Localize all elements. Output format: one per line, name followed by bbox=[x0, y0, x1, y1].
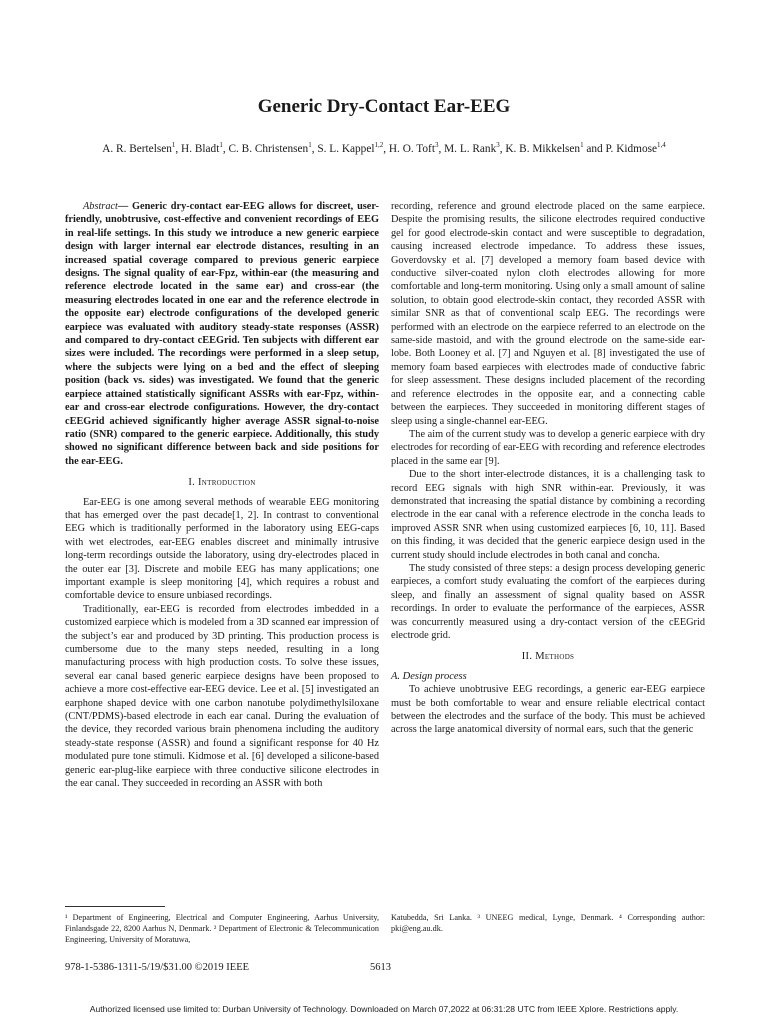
paragraph: To achieve unobtrusive EEG recordings, a generic ear-EEG earpiece must be both comfortable to wear and ensure reliable electrical contact between the electrodes and the surface of the body. This must be achieved across the large anatomical diversity of normal ears, such that the generic bbox=[391, 684, 705, 736]
author-affiliation: 1,2 bbox=[374, 141, 384, 149]
footnote-text: Katubedda, Sri Lanka. ³ UNEEG medical, Lynge, Denmark. ⁴ Corresponding author: pki@eng.au.dk. bbox=[391, 913, 705, 933]
page-number: 5613 bbox=[370, 962, 391, 973]
author-name: P. Kidmose bbox=[605, 142, 658, 155]
author-affiliation: 3 bbox=[496, 141, 500, 149]
author-name: H. O. Toft bbox=[388, 142, 435, 155]
paper-title: Generic Dry-Contact Ear-EEG bbox=[257, 96, 511, 117]
section-heading-introduction: I. Introduction bbox=[188, 477, 256, 489]
footnote-divider bbox=[65, 906, 165, 907]
paragraph: Traditionally, ear-EEG is recorded from electrodes imbedded in a customized earpiece which is modeled from a 3D scanned ear impression of the subject’s ear and produced by 3D printing. This production process is cumbersome due to the many steps needed, resulting in a long manufacturing process with high production costs. To solve these issues, several ear canal based generic earpiece designs have been proposed to achieve a more cost-effective ear-EEG device. Lee et al. [5] investigated an earphone shaped device with one carbon nanotube polydimethylsiloxane (CNT/PDMS)-based electrode in each ear canal. During the evaluation of the device, they recorded various brain phenomena including the auditory steady-state response (ASSR) and found a significant response for 40 Hz modulated pure tone stimuli. Kidmose et al. [6] developed a silicone-based generic ear-plug-like earpiece with three conductive silicone electrodes in the ear canal. They succeeded in recording an ASSR with both bbox=[65, 603, 379, 790]
abstract-text: Generic dry-contact ear-EEG allows for discreet, user-friendly, unobtrusive, cost-effective and convenient recordings of EEG in real-life settings. In this study we introduce a new generic earpiece design with larger internal ear electrode distances, resulting in an increased spatial coverage compared to previous generic earpiece designs. The signal quality of ear-Fpz, within-ear (the measuring and reference electrode located in the same ear) and cross-ear (the measuring electrodes located in one ear and the reference electrode in the opposite ear) electrode configurations of the developed generic earpiece was evaluated with auditory steady-state responses (ASSR) and compared to dry-contact cEEGrid. Ten subjects with different ear sizes were included. The recordings were performed in a sleep setup, where the subjects were lying on a bed and the effect of sleeping position (back vs. sides) was investigated. We found that the generic earpiece attained statistically significant ASSRs with ear-Fpz, within-ear and cross-ear electrode configurations. However, the dry-contact cEEGrid achieved significantly higher average ASSR signal-to-noise ratio (SNR) compared to the generic earpiece. Additionally, this study showed no significant difference between back and side positions for the ear-EEG. bbox=[65, 201, 379, 467]
author-affiliation: 1 bbox=[580, 141, 584, 149]
abstract-label: Abstract bbox=[83, 201, 118, 212]
paragraph: Ear-EEG is one among several methods of wearable EEG monitoring that has emerged over the past decade[1, 2]. In contrast to conventional EEG which is traditionally performed in the laboratory using EEG-caps with wet electrodes, ear-EEG enables discreet and minimally intrusive long-term recordings outside the laboratory, using dry-electrodes placed in the outer ear [3]. Discrete and mobile EEG has many applications; one important example is sleep monitoring [4], which requires a robust and comfortable device to ensure unbiased recordings. bbox=[65, 496, 379, 602]
footnote-affiliations-right bbox=[391, 912, 705, 934]
author-affiliation: 1 bbox=[308, 141, 312, 149]
author-name: A. R. Bertelsen bbox=[102, 142, 172, 155]
author-list: A. R. Bertelsen$^1$, H. Bladt$^1$, C. B. Christensen$^1$, S. L. Kappel$^{1,2}$, H. O. Toft$^3$, M. L. Rank$^3$, K. B. Mikkelsen$^1$ and P. Kidmose$^{1,4}$ bbox=[102, 141, 666, 155]
author-affiliation: 3 bbox=[434, 141, 439, 149]
author-affiliation: 1,4 bbox=[657, 141, 666, 149]
right-column bbox=[391, 200, 705, 737]
footnote-affiliations-left bbox=[65, 912, 379, 945]
paragraph: The aim of the current study was to develop a generic earpiece with dry electrodes for recording of ear-EEG with recording and reference electrodes placed in the same ear [9]. bbox=[391, 428, 705, 467]
paragraph: Due to the short inter-electrode distances, it is a challenging task to record EEG signals with high SNR within-ear. Previously, it was demonstrated that increasing the spatial distance by combining a recording electrode in the ear canal with a reference electrode in the concha leads to improved ASSR SNR when using customized earpieces [6, 10, 11]. Based on this finding, it was decided that the generic earpiece design used in the current study should include electrodes in both canal and concha. bbox=[391, 469, 705, 561]
author-name: M. L. Rank bbox=[444, 142, 497, 155]
license-notice: Authorized licensed use limited to: Durban University of Technology. Downloaded on March 07,2022 at 06:31:28 UTC from IEEE Xplore. Restrictions apply. bbox=[89, 1004, 679, 1014]
author-name: K. B. Mikkelsen bbox=[505, 142, 581, 155]
author-name: H. Bladt bbox=[181, 142, 220, 155]
subsection-heading-design-process: A. Design process bbox=[391, 670, 467, 682]
section-heading-methods: II. Methods bbox=[521, 651, 575, 663]
footnote-text: ¹ Department of Engineering, Electrical and Computer Engineering, Aarhus University, Finlandsgade 22, 8200 Aarhus N, Denmark. ² Department of Electronic & Telecommunication Engineering, University of Moratuwa, bbox=[65, 913, 379, 944]
author-name: C. B. Christensen bbox=[228, 142, 309, 155]
left-column bbox=[65, 200, 379, 790]
paragraph: recording, reference and ground electrode placed on the same earpiece. Despite the promising results, the silicone electrodes required conductive gel for good electrode-skin contact and were susceptible to degradation, causing increased electrode impedance. To address these issues, Goverdovsky et al. [7] developed a memory foam based device with conductive silver-coated nylon cloth electrodes allowing for more comfortable and long-term monitoring. Using only a small amount of saline solution, to obtain good electrode-skin contact, they recorded ASSR with similar SNR as that of conventional scalp EEG. The recordings were performed with an electrode on the earpiece referred to an electrode on the same-side mastoid, and with the ground electrode on the same-side ear-lobe. Both Looney et al. [7] and Nguyen et al. [8] investigated the use of memory foam based earpieces with electrodes made of conductive fabric for sleep assessment. These designs included placement of the recording and reference electrodes in the opposite ear, and a connecting cable between the earpieces. They succeeded in monitoring different stages of sleep using a single-channel ear-EEG. bbox=[391, 201, 705, 427]
author-affiliation: 1 bbox=[171, 141, 176, 149]
author-name: S. L. Kappel bbox=[317, 142, 375, 155]
footer-isbn: 978-1-5386-1311-5/19/$31.00 ©2019 IEEE bbox=[65, 962, 250, 973]
paragraph: The study consisted of three steps: a design process developing generic earpieces, a comfort study evaluating the comfort of the earpieces during sleep, and finally an assessment of signal quality based on ASSR recordings. In order to evaluate the performance of the earpieces, ASSR was concurrently measured using a dry-contact version of the cEEGrid electrode grid. bbox=[391, 562, 705, 641]
abstract-dash: — bbox=[117, 201, 133, 212]
abstract bbox=[65, 200, 379, 468]
author-affiliation: 1 bbox=[219, 141, 223, 149]
